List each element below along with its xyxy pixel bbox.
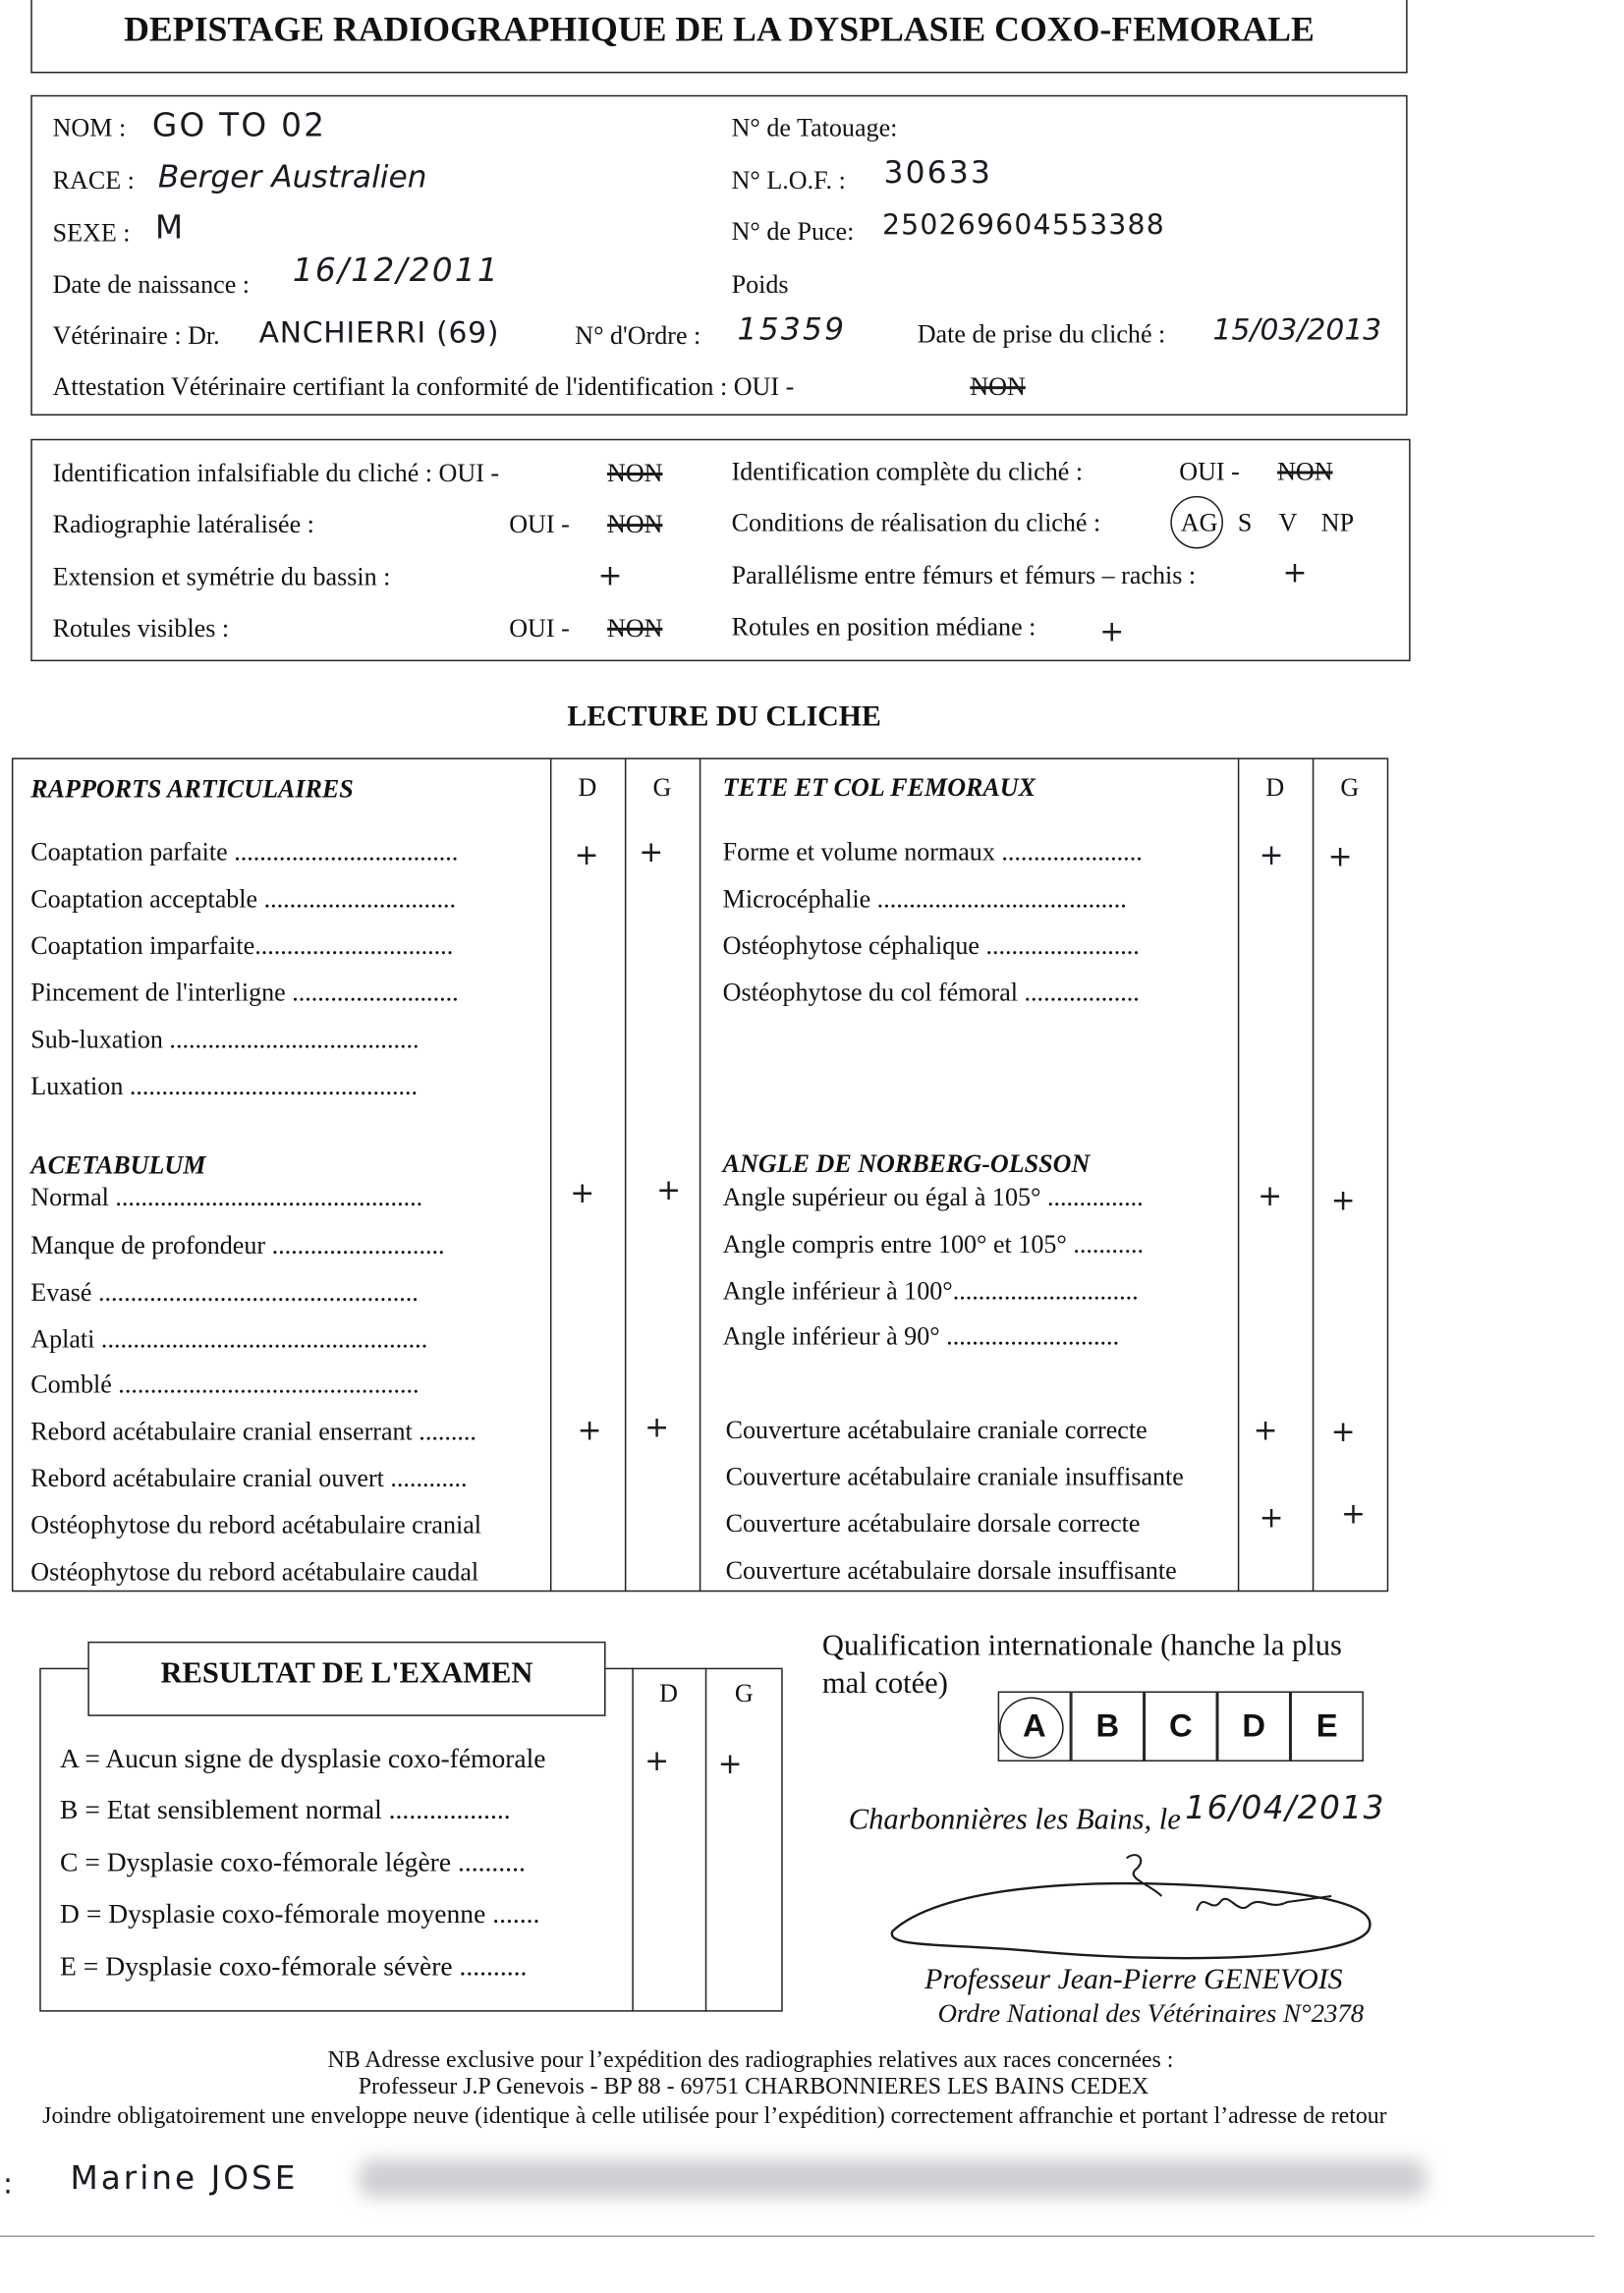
naissance-value: 16/12/2011: [292, 252, 501, 290]
ordre-value: 15359: [737, 311, 847, 347]
acetabulum-row-label: Manque de profondeur ...........................: [30, 1230, 445, 1260]
conditions-label: Conditions de réalisation du cliché :: [731, 507, 1101, 537]
couverture-row-g: +: [1330, 1413, 1356, 1449]
rapports-row-label: Coaptation imparfaite...............................: [30, 930, 454, 960]
veterinaire-value: ANCHIERRI (69): [258, 314, 500, 350]
qualification-grade-e: E: [1290, 1692, 1363, 1762]
race-label: RACE :: [52, 165, 135, 196]
redacted-address: [359, 2159, 1427, 2198]
extension-label: Extension et symétrie du bassin :: [52, 561, 391, 591]
nom-value: GO TO 02: [151, 108, 327, 145]
tete-row-d: +: [1259, 836, 1284, 872]
acetabulum-row-label: Normal ................................................: [30, 1182, 423, 1212]
footer-line2: Professeur J.P Genevois - BP 88 - 69751 CHARBONNIERES LES BAINS CEDEX: [358, 2074, 1149, 2100]
signature-ordre: Ordre National des Vétérinaires N°2378: [937, 1998, 1365, 2029]
tatouage-label: N° de Tatouage:: [731, 112, 898, 142]
couverture-row-g: +: [1341, 1494, 1366, 1531]
resultat-heading: RESULTAT DE L'EXAMEN: [160, 1657, 533, 1691]
norberg-row-label: Angle supérieur ou égal à 105° ...............: [722, 1182, 1144, 1212]
date-cliche-label: Date de prise du cliché :: [917, 318, 1166, 349]
tete-row-label: Ostéophytose céphalique ........................: [722, 930, 1140, 960]
norberg-row-label: Angle inférieur à 90° ...........................: [722, 1320, 1120, 1351]
sexe-value: M: [154, 210, 186, 248]
bottom-rule: [0, 2235, 1595, 2236]
sexe-label: SEXE :: [52, 217, 131, 248]
qualification-line1: Qualification internationale (hanche la plus: [821, 1629, 1342, 1662]
race-value: Berger Australien: [157, 159, 427, 196]
signature-place: Charbonnières les Bains, le: [848, 1804, 1181, 1836]
qualification-selected-circle: [999, 1697, 1064, 1759]
acetabulum-row-label: Rebord acétabulaire cranial enserrant .........: [30, 1416, 476, 1446]
lecture-divider-5: [1313, 757, 1314, 1592]
lof-label: N° L.O.F. :: [731, 165, 846, 196]
radio-lat-label: Radiographie latéralisée :: [52, 509, 314, 539]
lof-value: 30633: [883, 154, 993, 191]
acetabulum-row-label: Ostéophytose du rebord acétabulaire cranial: [30, 1509, 482, 1539]
rapports-row-label: Coaptation acceptable ..............................: [30, 883, 457, 914]
lecture-divider-1: [550, 757, 551, 1592]
extension-mark: +: [597, 557, 623, 593]
lecture-divider-2: [625, 757, 626, 1592]
lecture-title: LECTURE DU CLICHE: [567, 700, 881, 734]
norberg-row-g: +: [1330, 1182, 1356, 1218]
resultat-row-label: D = Dysplasie coxo-fémorale moyenne .......: [60, 1900, 540, 1930]
resultat-row-d: +: [644, 1742, 670, 1778]
rapports-row-g: +: [639, 833, 664, 869]
norberg-row-label: Angle inférieur à 100°.............................: [722, 1275, 1139, 1306]
acetabulum-row-label: Aplati ...................................................: [30, 1323, 428, 1354]
tete-row-label: Ostéophytose du col fémoral ..................: [722, 977, 1140, 1007]
couverture-row-label: Couverture acétabulaire craniale correcte: [725, 1415, 1148, 1444]
ident-compl-non: NON: [1277, 456, 1333, 486]
rapports-row-label: Sub-luxation .......................................: [30, 1024, 420, 1054]
couverture-row-d: +: [1259, 1499, 1284, 1536]
ident-compl-oui: OUI -: [1179, 456, 1240, 486]
acetabulum-row-g: +: [644, 1409, 670, 1444]
acetabulum-row-g: +: [656, 1171, 682, 1207]
norberg-row-label: Angle compris entre 100° et 105° ...........: [722, 1228, 1144, 1258]
nom-label: NOM :: [52, 112, 127, 142]
rapports-heading: RAPPORTS ARTICULAIRES: [30, 773, 354, 804]
rapports-row-label: Pincement de l'interligne ..........................: [30, 977, 459, 1007]
rapports-row-d: +: [574, 836, 599, 872]
ident-compl-label: Identification complète du cliché :: [731, 456, 1084, 486]
owner-value: Marine JOSE: [70, 2160, 299, 2198]
ident-infal-non: NON: [607, 458, 663, 487]
rotules-med-mark: +: [1099, 612, 1125, 648]
attestation-non: NON: [970, 371, 1026, 402]
puce-value: 250269604553388: [881, 208, 1165, 242]
veterinaire-label: Vétérinaire : Dr.: [52, 320, 220, 350]
couverture-row-d: +: [1253, 1412, 1278, 1447]
norberg-heading: ANGLE DE NORBERG-OLSSON: [722, 1148, 1091, 1178]
signature-scribble: [878, 1846, 1390, 1978]
resultat-row-g: +: [717, 1745, 743, 1781]
rotules-vis-oui: OUI -: [509, 612, 570, 643]
norberg-row-d: +: [1258, 1177, 1283, 1213]
footer-line1: NB Adresse exclusive pour l’expédition des radiographies relatives aux races concernées :: [327, 2047, 1174, 2074]
ident-infal-label: Identification infalsifiable du cliché : OUI -: [52, 458, 500, 487]
conditions-option-v: V: [1278, 507, 1298, 537]
right-col-g-header: G: [1340, 772, 1360, 803]
resultat-col-d: D: [659, 1678, 678, 1707]
qualification-line2: mal cotée): [821, 1667, 948, 1701]
left-col-g-header: G: [652, 772, 672, 803]
resultat-row-label: C = Dysplasie coxo-fémorale légère ..........: [60, 1849, 526, 1879]
naissance-label: Date de naissance :: [52, 269, 251, 299]
rapports-row-label: Luxation .............................................: [30, 1071, 419, 1100]
radio-lat-oui: OUI -: [509, 509, 570, 539]
radio-lat-non: NON: [607, 509, 663, 539]
qualification-grade-b: B: [1071, 1692, 1144, 1762]
attestation-label: Attestation Vétérinaire certifiant la conformité de l'identification : OUI -: [52, 371, 795, 402]
acetabulum-row-d: +: [577, 1412, 602, 1447]
ordre-label: N° d'Ordre :: [575, 320, 701, 350]
poids-label: Poids: [731, 269, 789, 299]
acetabulum-row-d: +: [570, 1174, 595, 1210]
right-col-d-header: D: [1265, 772, 1285, 803]
rotules-vis-label: Rotules visibles :: [52, 612, 230, 643]
acetabulum-row-label: Evasé ..................................................: [30, 1277, 419, 1307]
qualification-grade-d: D: [1217, 1692, 1290, 1762]
rotules-med-label: Rotules en position médiane :: [731, 611, 1036, 642]
rotules-vis-non: NON: [607, 612, 663, 643]
resultat-row-label: E = Dysplasie coxo-fémorale sévère ..........: [60, 1953, 528, 1983]
signature-date: 16/04/2013: [1185, 1790, 1385, 1828]
signature-name: Professeur Jean-Pierre GENEVOIS: [924, 1963, 1343, 1996]
parallelisme-mark: +: [1282, 554, 1308, 590]
resultat-row-label: B = Etat sensiblement normal ..................: [60, 1796, 511, 1826]
resultat-row-label: A = Aucun signe de dysplasie coxo-fémorale: [60, 1745, 546, 1775]
parallelisme-label: Parallélisme entre fémurs et fémurs – rachis :: [731, 560, 1197, 590]
tete-row-label: Microcéphalie .......................................: [722, 883, 1127, 914]
owner-marker: :: [2, 2165, 16, 2201]
tete-heading: TETE ET COL FEMORAUX: [722, 772, 1036, 803]
resultat-col-g: G: [734, 1678, 754, 1707]
conditions-option-ag: AG: [1180, 507, 1218, 537]
couverture-row-label: Couverture acétabulaire dorsale insuffisante: [725, 1555, 1177, 1585]
page-title: DEPISTAGE RADIOGRAPHIQUE DE LA DYSPLASIE COXO-FEMORALE: [124, 11, 1315, 50]
tete-row-label: Forme et volume normaux ......................: [722, 836, 1143, 867]
lecture-divider-4: [1238, 757, 1239, 1592]
acetabulum-row-label: Comblé ...............................................: [30, 1369, 420, 1399]
puce-label: N° de Puce:: [731, 216, 855, 247]
couverture-row-label: Couverture acétabulaire craniale insuffisante: [725, 1461, 1184, 1491]
acetabulum-row-label: Rebord acétabulaire cranial ouvert ............: [30, 1463, 468, 1492]
qualification-grade-a: A: [998, 1692, 1071, 1762]
qualification-grade-c: C: [1145, 1692, 1217, 1762]
rapports-row-label: Coaptation parfaite ...................................: [30, 836, 459, 867]
left-col-d-header: D: [578, 772, 597, 803]
couverture-row-label: Couverture acétabulaire dorsale correcte: [725, 1508, 1141, 1538]
footer-line3: Joindre obligatoirement une enveloppe neuve (identique à celle utilisée pour l’expédition) correctement affranchie et portant l’adresse de retour: [42, 2103, 1387, 2129]
acetabulum-heading: ACETABULUM: [30, 1149, 206, 1180]
conditions-option-s: S: [1237, 507, 1253, 537]
tete-row-g: +: [1327, 838, 1353, 874]
resultat-divider-1: [632, 1668, 633, 2012]
conditions-option-np: NP: [1320, 507, 1355, 537]
resultat-divider-2: [705, 1668, 706, 2012]
date-cliche-value: 15/03/2013: [1212, 311, 1382, 347]
acetabulum-row-label: Ostéophytose du rebord acétabulaire caudal: [30, 1556, 479, 1587]
